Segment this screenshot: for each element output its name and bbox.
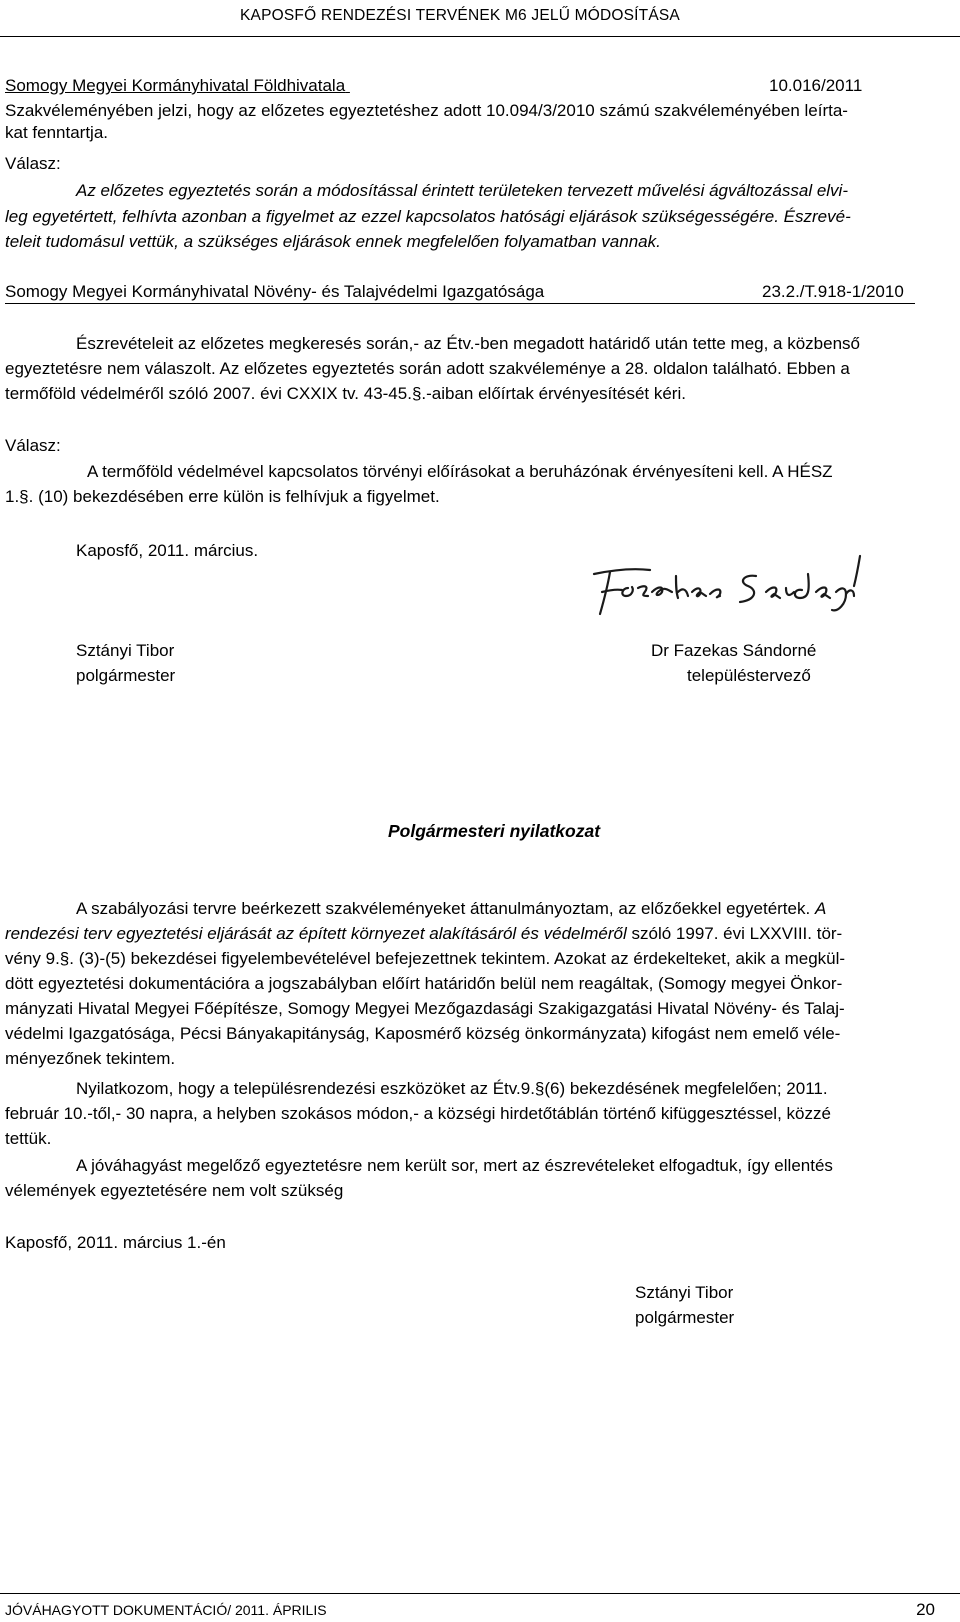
section2-valasz-label: Válasz:	[5, 436, 61, 455]
section2-response-line1: A termőföld védelmével kapcsolatos törvényi előírásokat a beruházónak érvényesíteni kell. A HÉSZ	[87, 462, 833, 481]
footer-doc-label: JÓVÁHAGYOTT DOKUMENTÁCIÓ/ 2011. ÁPRILIS	[5, 1602, 327, 1618]
signoff1-place-date: Kaposfő, 2011. március.	[76, 541, 259, 560]
declaration-p1-line6: védelmi Igazgatósága, Pécsi Bányakapitányság, Kaposmérő község önkormányzata) kifogást nem emelő véle-	[5, 1024, 841, 1043]
page-footer-rule	[0, 1593, 960, 1594]
section1-valasz-label: Válasz:	[5, 154, 61, 173]
section2-ref: 23.2./T.918-1/2010	[762, 282, 904, 301]
section2-response-line2: 1.§. (10) bekezdésében erre külön is felhívjuk a figyelmet.	[5, 487, 440, 506]
declaration-p2-line2: február 10.-től,- 30 napra, a helyben szokásos módon,- a községi hirdetőtáblán történő kifüggesztéssel, közzé	[5, 1104, 831, 1123]
declaration-p1-line7: ményezőnek tekintem.	[5, 1049, 176, 1068]
declaration-p3-line1: A jóváhagyást megelőző egyeztetésre nem került sor, mert az észrevételeket elfogadtuk, így ellentés	[76, 1156, 833, 1175]
section2-text-line3: termőföld védelméről szóló 2007. évi CXXIX tv. 43-45.§.-aiban előírtak érvényesítését kéri.	[5, 384, 686, 403]
section1-text-line2: kat fenntartja.	[5, 123, 109, 142]
section1-response-line2: leg egyetértett, felhívta azonban a figyelmet az ezzel kapcsolatos hatósági eljárások szükségességére. Észrevé-	[5, 207, 851, 226]
declaration-p2-line3: tettük.	[5, 1129, 52, 1148]
page-number: 20	[916, 1600, 935, 1619]
signoff1-left-name: Sztányi Tibor	[76, 641, 175, 660]
signoff1-right-name: Dr Fazekas Sándorné	[651, 641, 817, 660]
section1-heading	[5, 75, 875, 97]
section2-text-line2: egyeztetésre nem válaszolt. Az előzetes egyeztetés során adott szakvéleménye a 28. oldalon található. Ebben a	[5, 359, 850, 378]
declaration-place-date: Kaposfő, 2011. március 1.-én	[5, 1233, 226, 1252]
signoff1-right-title: településtervező	[687, 666, 811, 685]
handwritten-signature	[588, 552, 873, 630]
declaration-p1-line4: dött egyeztetési dokumentációra a jogszabályban előírt határidőn belül nem reagáltak, (Somogy megyei Önkor-	[5, 974, 843, 993]
section1-org: Somogy Megyei Kormányhivatal Földhivatala	[5, 76, 346, 95]
declaration-p3-line2: vélemények egyeztetésére nem volt szükség	[5, 1181, 344, 1200]
section1-ref: 10.016/2011	[769, 76, 863, 95]
section1-response-line1: Az előzetes egyeztetés során a módosítással érintett területeken tervezett művelési ágváltozással elvi-	[76, 181, 848, 200]
declaration-p1-line1: A szabályozási tervre beérkezett szakvéleményeket áttanulmányoztam, az előzőekkel egyetértek. A	[76, 899, 827, 918]
declaration-p1-line2: rendezési terv egyeztetési eljárását az épített környezet alakításáról és védelméről szóló 1997. évi LXXVIII. tör-	[5, 924, 843, 943]
declaration-p1-line5: mányzati Hivatal Megyei Főépítésze, Somogy Megyei Mezőgazdasági Szakigazgatási Hivatal Növény- és Talaj-	[5, 999, 845, 1018]
section2-heading	[5, 281, 915, 304]
document-title: KAPOSFŐ RENDEZÉSI TERVÉNEK M6 JELŰ MÓDOSÍTÁSA	[240, 7, 680, 24]
declaration-sign-name: Sztányi Tibor	[635, 1283, 734, 1302]
declaration-p1-line3: vény 9.§. (3)-(5) bekezdései figyelembevételével befejezettnek tekintem. Azokat az érdekelteket, akik a megkül-	[5, 949, 846, 968]
section2-org: Somogy Megyei Kormányhivatal Növény- és Talajvédelmi Igazgatósága	[5, 282, 545, 301]
declaration-p2-line1: Nyilatkozom, hogy a településrendezési eszközöket az Étv.9.§(6) bekezdésének megfelelően; 2011.	[76, 1079, 828, 1098]
section1-response-line3: teleit tudomásul vettük, a szükséges eljárások ennek megfelelően folyamatban vannak.	[5, 232, 661, 251]
signoff1-left-title: polgármester	[76, 666, 176, 685]
declaration-title: Polgármesteri nyilatkozat	[388, 821, 601, 841]
section2-text-line1: Észrevételeit az előzetes megkeresés során,- az Étv.-ben megadott határidő után tette meg, a közbenső	[76, 334, 861, 353]
declaration-sign-title: polgármester	[635, 1308, 735, 1327]
section1-text-line1: Szakvéleményében jelzi, hogy az előzetes egyeztetéshez adott 10.094/3/2010 számú szakvéleményében leírta-	[5, 101, 848, 120]
